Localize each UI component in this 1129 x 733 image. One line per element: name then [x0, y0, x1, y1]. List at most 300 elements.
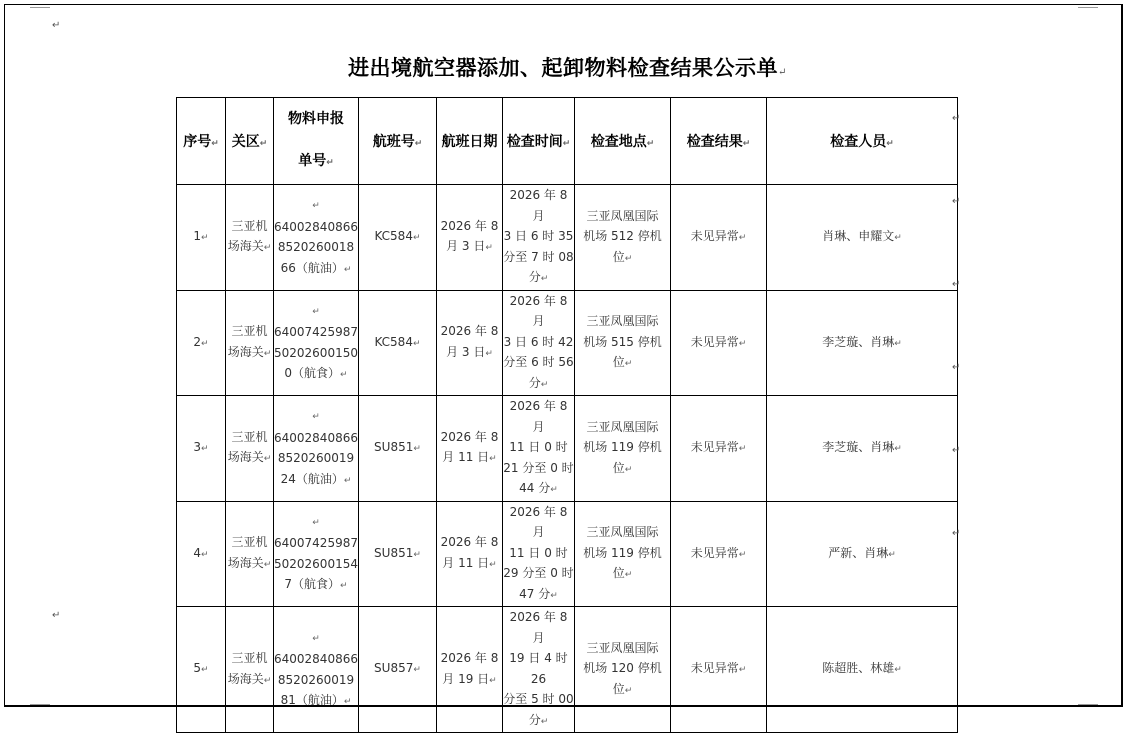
- paragraph-mark: ↵: [343, 475, 352, 486]
- paragraph-mark: ↵: [312, 201, 320, 212]
- cell-declaration-text: 50202600154: [274, 556, 358, 571]
- paragraph-mark: ↵: [201, 233, 209, 243]
- cell-district-line: [226, 648, 273, 669]
- paragraph-mark: ↵: [738, 444, 747, 454]
- cell-flight-date-text: 月 3 日: [446, 344, 486, 359]
- cell-inspection-time[interactable]: [502, 185, 574, 291]
- cell-result-text: 未见异常: [690, 229, 739, 243]
- cell-flight-no-text: KC584: [374, 334, 413, 349]
- cell-location-text: 位: [612, 249, 625, 264]
- paragraph-mark: ↵: [412, 233, 421, 243]
- cell-declaration-line: [274, 469, 358, 492]
- cell-location-line: [575, 437, 670, 458]
- cell-inspection-time[interactable]: [502, 607, 574, 733]
- cell-inspection-time-text: 11 日 0 时: [509, 545, 568, 560]
- header-location: 检查地点↵: [574, 98, 670, 185]
- cell-result[interactable]: [670, 607, 766, 733]
- cell-flight-date-line: [437, 236, 502, 259]
- cell-district-text: 三亚机: [231, 651, 268, 665]
- cell-inspection-time-line: [503, 584, 574, 607]
- cell-district-text: 场海关: [227, 344, 264, 359]
- cell-inspection-time-line: [503, 396, 574, 437]
- cell-flight-no[interactable]: [358, 185, 436, 291]
- cell-location-line: [575, 522, 670, 543]
- paragraph-mark: ↵: [201, 549, 209, 560]
- cell-flight-no-line: [359, 658, 436, 681]
- cell-district-text: 三亚机: [231, 535, 268, 550]
- cell-flight-date-line: [437, 321, 502, 342]
- cell-flight-no[interactable]: [358, 607, 436, 733]
- cell-location-line: [575, 206, 670, 227]
- cell-declaration-line: [274, 428, 358, 449]
- cell-inspectors-text: 李芝璇、肖琳: [822, 334, 895, 349]
- paragraph-mark: ↵: [489, 559, 497, 570]
- paragraph-mark: ↵: [894, 444, 902, 454]
- cell-district-text: 三亚机: [231, 324, 268, 339]
- paragraph-mark: ↵: [540, 379, 549, 390]
- cell-declaration[interactable]: [274, 607, 359, 733]
- cell-inspection-time-text: 分至 7 时 08: [503, 249, 574, 264]
- paragraph-mark: ↵: [201, 665, 209, 676]
- cell-flight-date[interactable]: [436, 290, 502, 396]
- cell-declaration[interactable]: [274, 290, 359, 396]
- paragraph-mark: ↵: [263, 348, 272, 359]
- cell-inspectors[interactable]: [766, 501, 957, 607]
- cell-index-line: [177, 658, 225, 681]
- cell-inspectors-line: [767, 226, 957, 249]
- paragraph-mark: ↵: [738, 338, 747, 349]
- cell-declaration[interactable]: [274, 396, 359, 502]
- cell-declaration-text: 24（航油）: [280, 471, 344, 486]
- cell-location-line: [575, 458, 670, 481]
- cell-location-line: [575, 679, 670, 702]
- cell-location[interactable]: [574, 396, 670, 502]
- cell-inspection-time[interactable]: [502, 290, 574, 396]
- cell-flight-date-line: [437, 648, 502, 669]
- cell-location-line: [575, 543, 670, 564]
- paragraph-mark: ↵: [263, 559, 272, 570]
- cell-declaration-line: [274, 363, 358, 386]
- cell-inspectors[interactable]: [766, 607, 957, 733]
- cell-location-text: 三亚凤凰国际: [586, 640, 659, 655]
- paragraph-mark: ↵: [738, 665, 747, 676]
- cell-flight-date-line: [437, 216, 502, 237]
- cell-inspection-time-text: 2026 年 8 月: [509, 610, 568, 645]
- cell-inspection-time-line: [503, 437, 574, 458]
- cell-declaration-line: [274, 511, 358, 534]
- cell-inspection-time-text: 2026 年 8 月: [509, 399, 568, 434]
- cell-declaration-text: 8520260019: [277, 451, 355, 466]
- cell-declaration-line: [274, 533, 358, 554]
- cell-inspection-time-text: 2026 年 8 月: [509, 504, 568, 539]
- cell-inspection-time-text: 分: [528, 712, 541, 727]
- paragraph-mark: ↵: [413, 444, 421, 454]
- cell-declaration-line: [274, 690, 358, 713]
- cell-district-text: 三亚机: [231, 429, 268, 444]
- cell-inspectors[interactable]: [766, 290, 957, 396]
- paragraph-mark: ↵: [263, 454, 272, 465]
- cell-declaration-line: [274, 322, 358, 343]
- cell-location-line: [575, 226, 670, 247]
- cell-district-line: [226, 553, 273, 576]
- cell-declaration-line: [274, 627, 358, 650]
- cell-district-line: [226, 447, 273, 470]
- cell-inspection-time-line: [503, 247, 574, 268]
- cell-location-text: 三亚凤凰国际: [586, 525, 659, 539]
- cell-declaration-line: [274, 405, 358, 428]
- cell-index-text: 4: [193, 545, 202, 560]
- title-text: 进出境航空器添加、起卸物料检查结果公示单: [348, 55, 778, 80]
- paragraph-mark-bottom: ↵: [52, 610, 61, 621]
- cell-location-line: [575, 563, 670, 586]
- cell-district-line: [226, 236, 273, 259]
- paragraph-mark: ↵: [485, 348, 493, 359]
- cell-declaration-text: 0（航食）: [284, 366, 341, 381]
- cell-inspection-time-text: 分至 6 时 56: [503, 355, 574, 369]
- cell-index-text: 2: [193, 334, 202, 349]
- paragraph-mark: ↵: [343, 264, 352, 275]
- cell-inspectors-line: [767, 332, 957, 355]
- paragraph-mark: ↵: [550, 590, 558, 601]
- cell-location-text: 位: [612, 566, 625, 580]
- cell-flight-date-line: [437, 427, 502, 448]
- cell-flight-no-line: [359, 332, 436, 355]
- cell-result-text: 未见异常: [690, 440, 739, 454]
- header-inspectors: 检查人员↵: [766, 98, 957, 185]
- cell-inspection-time-text: 44 分: [519, 481, 551, 495]
- paragraph-mark: ↵: [201, 444, 209, 454]
- cell-district-text: 场海关: [227, 555, 264, 570]
- cell-declaration-line: [274, 300, 358, 323]
- cell-declaration-text: 8520260018: [277, 240, 355, 255]
- paragraph-mark: ↵: [624, 570, 633, 580]
- cell-declaration-text: 7（航食）: [284, 577, 341, 592]
- crop-mark-bottom-right: [1078, 704, 1098, 705]
- cell-result[interactable]: [670, 396, 766, 502]
- cell-inspection-time-line: [503, 563, 574, 584]
- paragraph-mark: ↵: [489, 675, 497, 686]
- cell-index[interactable]: [177, 501, 226, 607]
- cell-index[interactable]: [177, 185, 226, 291]
- cell-result-line: [671, 437, 766, 460]
- cell-location-text: 机场 119 停机: [583, 545, 662, 560]
- paragraph-mark: ↵: [888, 549, 896, 560]
- cell-inspection-time-text: 29 分至 0 时: [503, 566, 574, 580]
- paragraph-mark: ↵: [312, 517, 320, 528]
- table-row: [177, 607, 958, 733]
- table-header-row: [177, 98, 958, 185]
- header-district: 关区↵: [226, 98, 274, 185]
- cell-inspection-time-text: 21 分至 0 时: [503, 460, 574, 475]
- table-row: [177, 396, 958, 502]
- cell-location-line: [575, 658, 670, 679]
- cell-flight-date-text: 2026 年 8: [440, 535, 499, 550]
- cell-flight-date[interactable]: [436, 396, 502, 502]
- cell-inspection-time-line: [503, 267, 574, 290]
- cell-location-line: [575, 352, 670, 375]
- cell-district-text: 场海关: [227, 671, 264, 686]
- cell-flight-date-text: 月 11 日: [442, 555, 490, 570]
- cell-declaration-line: [274, 448, 358, 469]
- paragraph-mark: ↵: [340, 581, 348, 592]
- cell-district-line: [226, 427, 273, 448]
- cell-location-line: [575, 417, 670, 438]
- cell-inspection-time-text: 分至 5 时 00: [503, 692, 574, 706]
- paragraph-mark: ↵: [738, 233, 747, 243]
- cell-index-text: 1: [193, 229, 202, 243]
- paragraph-mark: ↵: [312, 412, 320, 423]
- cell-flight-no-text: SU851: [374, 440, 414, 454]
- cell-result-line: [671, 543, 766, 566]
- cell-inspection-time-text: 分: [528, 375, 541, 390]
- cell-inspectors[interactable]: [766, 396, 957, 502]
- paragraph-mark: ↵: [343, 697, 352, 707]
- header-index: 序号↵: [177, 98, 226, 185]
- cell-inspection-time-line: [503, 543, 574, 564]
- row-end-mark: ↵: [952, 445, 961, 456]
- cell-declaration-text: 64007425987: [274, 325, 358, 340]
- cell-result-line: [671, 226, 766, 249]
- cell-location-text: 三亚凤凰国际: [586, 208, 659, 223]
- cell-location-line: [575, 638, 670, 659]
- cell-result-text: 未见异常: [690, 334, 739, 349]
- cell-declaration-line: [274, 258, 358, 281]
- paragraph-mark: ↵: [413, 665, 421, 676]
- cell-declaration-text: 81（航油）: [280, 693, 344, 707]
- header-flight-no: 航班号↵: [358, 98, 436, 185]
- paragraph-mark: ↵: [201, 338, 209, 349]
- cell-index[interactable]: [177, 290, 226, 396]
- cell-inspection-time-line: [503, 648, 574, 689]
- cell-inspectors-line: [767, 658, 957, 681]
- cell-inspection-time-text: 3 日 6 时 42: [503, 334, 574, 349]
- cell-flight-date[interactable]: [436, 185, 502, 291]
- cell-index-text: 5: [193, 661, 202, 676]
- cell-flight-no-text: SU857: [374, 661, 414, 676]
- row-end-mark: ↵: [952, 113, 961, 124]
- cell-location-text: 机场 515 停机: [583, 334, 662, 349]
- cell-location[interactable]: [574, 290, 670, 396]
- cell-inspection-time-text: 3 日 6 时 35: [503, 229, 574, 243]
- paragraph-mark: ↵: [738, 549, 747, 560]
- cell-district-text: 场海关: [227, 239, 264, 254]
- cell-flight-date-line: [437, 553, 502, 576]
- cell-declaration-text: 8520260019: [277, 672, 355, 687]
- cell-inspection-time-line: [503, 502, 574, 543]
- cell-flight-no-line: [359, 226, 436, 249]
- cell-flight-date[interactable]: [436, 607, 502, 733]
- cell-declaration-line: [274, 343, 358, 364]
- cell-inspection-time[interactable]: [502, 501, 574, 607]
- cell-location-text: 位: [612, 355, 625, 369]
- cell-inspectors-text: 李芝璇、肖琳: [822, 440, 895, 454]
- cell-inspection-time-line: [503, 373, 574, 396]
- cell-location-text: 三亚凤凰国际: [586, 419, 659, 434]
- cell-index-text: 3: [193, 440, 202, 454]
- cell-location-line: [575, 311, 670, 332]
- cell-inspectors-line: [767, 543, 957, 566]
- cell-flight-date-text: 2026 年 8: [440, 218, 499, 233]
- cell-inspectors-line: [767, 437, 957, 460]
- cell-inspection-time-line: [503, 291, 574, 332]
- cell-flight-date-line: [437, 669, 502, 692]
- cell-inspection-time-line: [503, 352, 574, 373]
- cell-location-line: [575, 247, 670, 270]
- cell-flight-date[interactable]: [436, 501, 502, 607]
- table-row: [177, 501, 958, 607]
- table-row: [177, 185, 958, 291]
- cell-declaration-text: 64002840866: [274, 430, 358, 445]
- row-end-mark: ↵: [952, 279, 961, 290]
- cell-inspectors-text: 严新、肖琳: [828, 545, 889, 560]
- cell-location[interactable]: [574, 607, 670, 733]
- cell-flight-date-text: 2026 年 8: [440, 429, 499, 444]
- cell-district[interactable]: [226, 396, 274, 502]
- cell-declaration-text: 64007425987: [274, 536, 358, 551]
- cell-location-line: [575, 332, 670, 353]
- cell-inspection-time-line: [503, 478, 574, 501]
- cell-result[interactable]: [670, 185, 766, 291]
- cell-district-text: 三亚机: [231, 218, 268, 233]
- cell-declaration-line: [274, 574, 358, 597]
- cell-inspection-time[interactable]: [502, 396, 574, 502]
- cell-declaration-line: [274, 554, 358, 575]
- cell-inspection-time-line: [503, 226, 574, 247]
- cell-flight-no[interactable]: [358, 290, 436, 396]
- cell-declaration-line: [274, 194, 358, 217]
- cell-flight-no-line: [359, 437, 436, 460]
- cell-flight-no[interactable]: [358, 501, 436, 607]
- cell-inspection-time-text: 11 日 0 时: [509, 440, 568, 454]
- paragraph-mark: ↵: [263, 675, 272, 686]
- cell-location[interactable]: [574, 185, 670, 291]
- cell-inspection-time-line: [503, 689, 574, 710]
- inspection-results-table[interactable]: [176, 97, 961, 733]
- cell-flight-date-text: 月 11 日: [442, 450, 490, 465]
- cell-flight-no-text: KC584: [374, 229, 413, 243]
- cell-flight-no[interactable]: [358, 396, 436, 502]
- cell-location-text: 机场 512 停机: [583, 229, 662, 243]
- paragraph-mark-top: ↵: [52, 20, 61, 31]
- cell-district[interactable]: [226, 501, 274, 607]
- cell-result[interactable]: [670, 290, 766, 396]
- cell-district-text: 场海关: [227, 450, 264, 465]
- page-title[interactable]: [348, 52, 787, 82]
- header-flight-date: 航班日期: [436, 98, 502, 185]
- table-row: [177, 290, 958, 396]
- cell-district-line: [226, 321, 273, 342]
- row-end-mark: ↵: [952, 528, 961, 539]
- paragraph-mark: ↵: [624, 359, 633, 369]
- cell-result-text: 未见异常: [690, 545, 739, 560]
- cell-district-line: [226, 669, 273, 692]
- row-end-mark: ↵: [952, 362, 961, 373]
- cell-inspectors-text: 陈超胜、林雄: [822, 661, 895, 676]
- cell-inspection-time-text: 19 日 4 时 26: [509, 651, 568, 686]
- crop-mark-top-left: [30, 7, 50, 8]
- cell-index-line: [177, 437, 225, 460]
- cell-district-line: [226, 532, 273, 553]
- paragraph-mark: ↵: [489, 454, 497, 465]
- cell-flight-date-line: [437, 532, 502, 553]
- cell-district[interactable]: [226, 185, 274, 291]
- cell-index[interactable]: [177, 607, 226, 733]
- cell-declaration[interactable]: [274, 501, 359, 607]
- cell-flight-no-line: [359, 543, 436, 566]
- cell-flight-date-text: 月 19 日: [442, 671, 490, 686]
- cell-inspection-time-text: 47 分: [519, 586, 551, 601]
- header-result: 检查结果↵: [670, 98, 766, 185]
- crop-mark-top-right: [1078, 7, 1098, 8]
- paragraph-mark: ↵: [894, 233, 902, 243]
- cell-declaration-line: [274, 237, 358, 258]
- cell-flight-no-text: SU851: [374, 545, 414, 560]
- cell-flight-date-text: 2026 年 8: [440, 651, 499, 665]
- cell-result[interactable]: [670, 501, 766, 607]
- cell-inspection-time-line: [503, 185, 574, 226]
- paragraph-mark: ↵: [894, 665, 902, 676]
- cell-location-text: 位: [612, 460, 625, 475]
- cell-inspection-time-text: 2026 年 8 月: [509, 188, 568, 223]
- cell-result-text: 未见异常: [690, 661, 739, 676]
- header-declaration: 物料申报 单号↵: [274, 98, 359, 185]
- cell-index-line: [177, 332, 225, 355]
- cell-district[interactable]: [226, 607, 274, 733]
- cell-district-line: [226, 342, 273, 365]
- paragraph-mark: ↵: [624, 464, 633, 475]
- cell-inspection-time-line: [503, 458, 574, 479]
- cell-location-text: 机场 119 停机: [583, 440, 662, 454]
- cell-declaration-text: 64002840866: [274, 652, 358, 666]
- cell-district-line: [226, 216, 273, 237]
- cell-inspection-time-text: 分: [528, 270, 541, 284]
- cell-result-line: [671, 658, 766, 681]
- cell-inspectors-text: 肖琳、申耀文: [822, 229, 895, 243]
- cell-declaration[interactable]: [274, 185, 359, 291]
- cell-inspection-time-line: [503, 332, 574, 353]
- cell-district[interactable]: [226, 290, 274, 396]
- paragraph-mark: ↵: [263, 243, 272, 254]
- paragraph-mark: ↵: [624, 253, 633, 264]
- row-end-mark: ↵: [952, 196, 961, 207]
- crop-mark-bottom-left: [30, 704, 50, 705]
- paragraph-mark: ↵: [312, 633, 320, 644]
- cell-flight-date-text: 月 3 日: [446, 239, 486, 254]
- cell-inspection-time-text: 2026 年 8 月: [509, 293, 568, 328]
- cell-index[interactable]: [177, 396, 226, 502]
- paragraph-mark: ↵: [550, 485, 558, 495]
- cell-location[interactable]: [574, 501, 670, 607]
- cell-flight-date-text: 2026 年 8: [440, 324, 499, 339]
- cell-location-text: 位: [612, 681, 625, 696]
- cell-inspectors[interactable]: [766, 185, 957, 291]
- cell-inspection-time-line: [503, 607, 574, 648]
- paragraph-mark: ↵: [485, 243, 493, 254]
- paragraph-mark: ↵: [413, 549, 421, 560]
- paragraph-mark: ↵: [624, 685, 633, 696]
- header-inspection-time: 检查时间↵: [502, 98, 574, 185]
- cell-declaration-line: [274, 217, 358, 238]
- paragraph-mark: ↵: [540, 274, 549, 284]
- cell-declaration-text: 50202600150: [274, 345, 358, 360]
- cell-declaration-text: 64002840866: [274, 219, 358, 234]
- cell-index-line: [177, 543, 225, 566]
- cell-index-line: [177, 226, 225, 249]
- cell-declaration-text: 66（航油）: [280, 260, 344, 275]
- cell-flight-date-line: [437, 342, 502, 365]
- cell-declaration-line: [274, 649, 358, 670]
- cell-result-line: [671, 332, 766, 355]
